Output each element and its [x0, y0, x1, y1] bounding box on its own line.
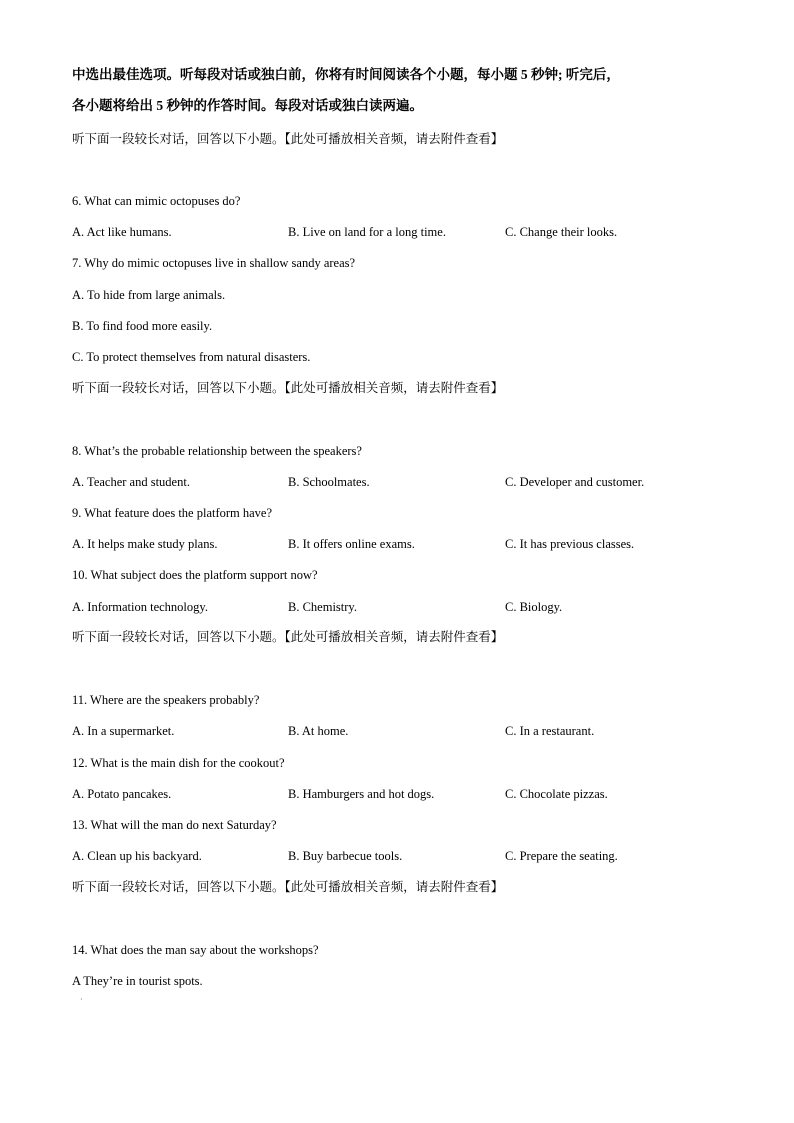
- option-9c: C. It has previous classes.: [505, 537, 635, 551]
- option-10c: C. Biology.: [505, 600, 563, 614]
- question-7: 7. Why do mimic octopuses live in shallow sandy areas?: [72, 256, 356, 270]
- option-11a: A. In a supermarket.: [72, 724, 175, 738]
- option-8b: B. Schoolmates.: [288, 475, 370, 489]
- question-9: 9. What feature does the platform have?: [72, 506, 273, 520]
- option-14a: A They’re in tourist spots.: [72, 974, 203, 988]
- section-instruction: 听下面一段较长对话，回答以下小题。【此处可播放相关音频，请去附件查看】: [72, 880, 504, 894]
- section-instruction: 听下面一段较长对话，回答以下小题。【此处可播放相关音频，请去附件查看】: [72, 381, 504, 395]
- intro-line-1: 中选出最佳选项。听每段对话或独白前，你将有时间阅读各个小题，每小题 5 秒钟; 听完后，: [72, 67, 620, 82]
- intro-line-2: 各小题将给出 5 秒钟的作答时间。每段对话或独白读两遍。: [72, 98, 423, 113]
- section-instruction: 听下面一段较长对话，回答以下小题。【此处可播放相关音频，请去附件查看】: [72, 630, 504, 644]
- option-8c: C. Developer and customer.: [505, 475, 645, 489]
- option-12c: C. Chocolate pizzas.: [505, 787, 608, 801]
- option-13b: B. Buy barbecue tools.: [288, 849, 403, 863]
- option-10b: B. Chemistry.: [288, 600, 357, 614]
- option-9b: B. It offers online exams.: [288, 537, 415, 551]
- question-11: 11. Where are the speakers probably?: [72, 693, 260, 707]
- question-14: 14. What does the man say about the workshops?: [72, 943, 319, 957]
- option-7c: C. To protect themselves from natural disasters.: [72, 350, 311, 364]
- option-13a: A. Clean up his backyard.: [72, 849, 202, 863]
- option-8a: A. Teacher and student.: [72, 475, 190, 489]
- question-12: 12. What is the main dish for the cookout?: [72, 756, 285, 770]
- stray-mark: ·: [80, 995, 83, 1004]
- option-7b: B. To find food more easily.: [72, 319, 213, 333]
- option-7a: A. To hide from large animals.: [72, 288, 226, 302]
- question-8: 8. What’s the probable relationship between the speakers?: [72, 444, 362, 458]
- option-6b: B. Live on land for a long time.: [288, 225, 446, 239]
- option-11b: B. At home.: [288, 724, 349, 738]
- option-12b: B. Hamburgers and hot dogs.: [288, 787, 435, 801]
- question-13: 13. What will the man do next Saturday?: [72, 818, 277, 832]
- question-10: 10. What subject does the platform support now?: [72, 568, 318, 582]
- option-13c: C. Prepare the seating.: [505, 849, 618, 863]
- question-6: 6. What can mimic octopuses do?: [72, 194, 241, 208]
- option-6c: C. Change their looks.: [505, 225, 618, 239]
- section-instruction: 听下面一段较长对话，回答以下小题。【此处可播放相关音频，请去附件查看】: [72, 132, 504, 146]
- option-6a: A. Act like humans.: [72, 225, 172, 239]
- option-12a: A. Potato pancakes.: [72, 787, 172, 801]
- option-9a: A. It helps make study plans.: [72, 537, 218, 551]
- option-10a: A. Information technology.: [72, 600, 208, 614]
- option-11c: C. In a restaurant.: [505, 724, 595, 738]
